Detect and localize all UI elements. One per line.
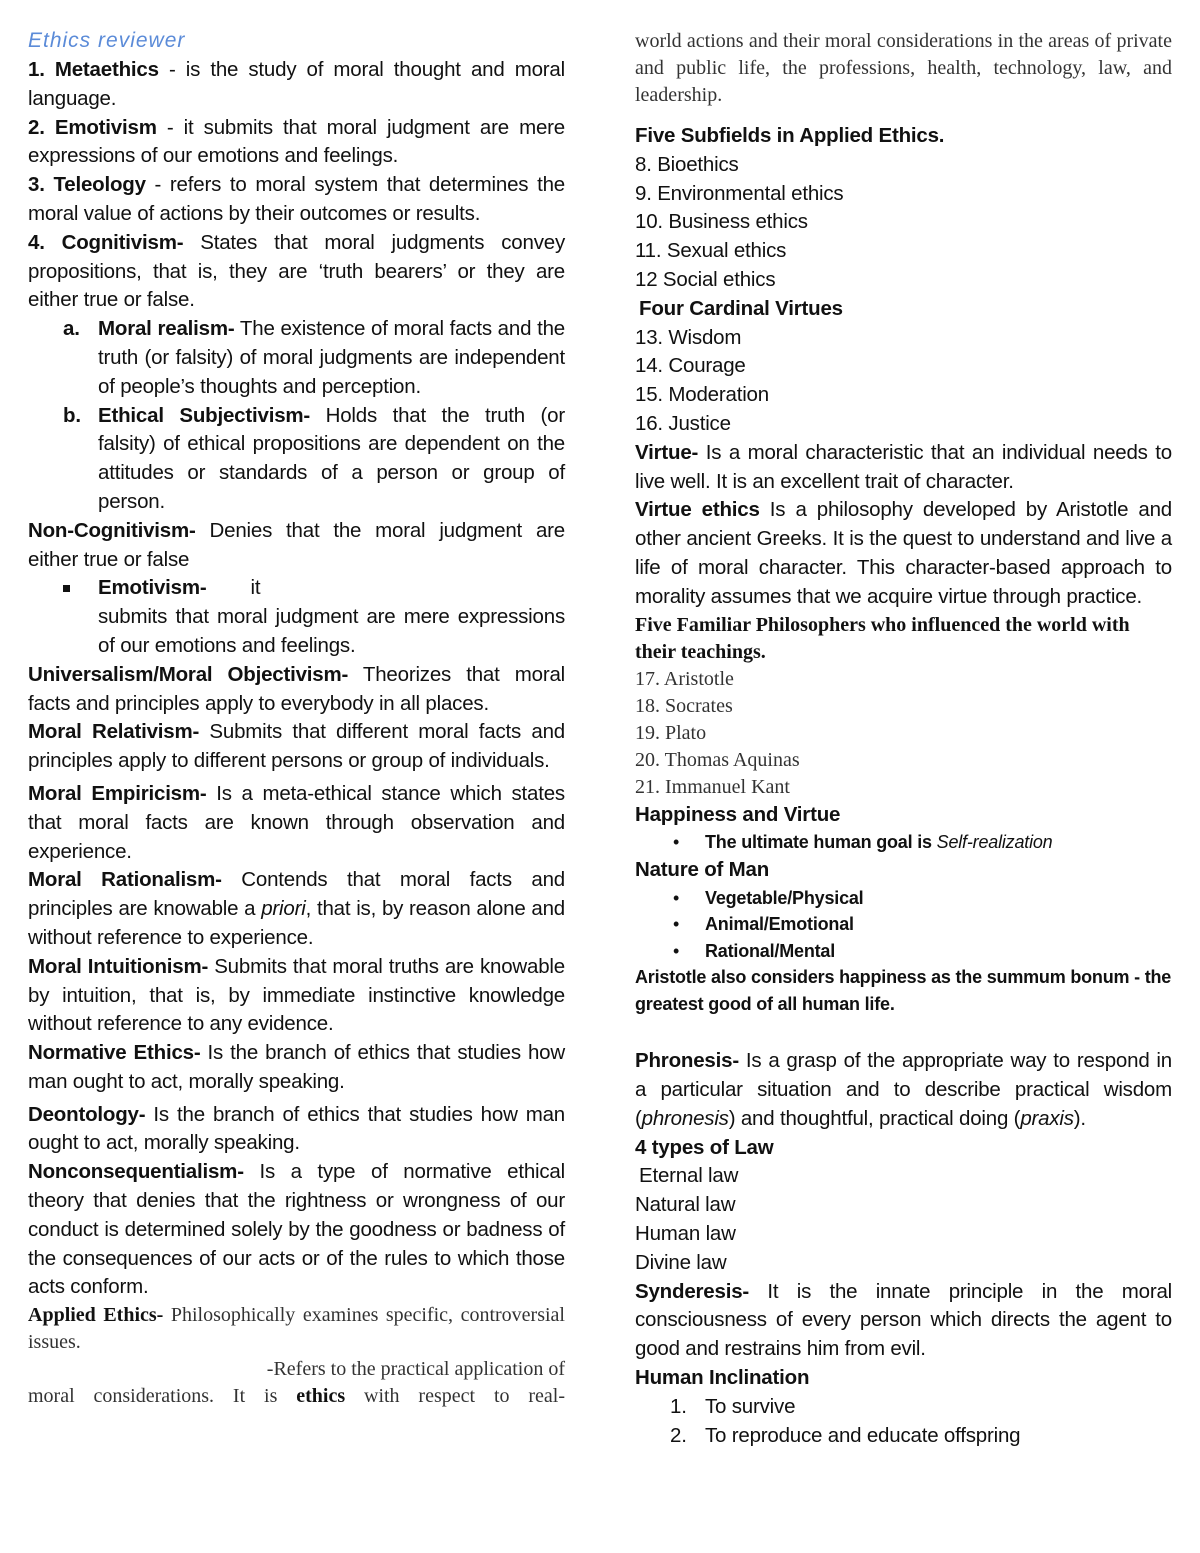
subfield-item: 11. Sexual ethics bbox=[635, 239, 787, 263]
law-item: Divine law bbox=[635, 1250, 727, 1274]
virtue-item: 13. Wisdom bbox=[635, 325, 742, 349]
item-cognitivism: 4. Cognitivism- States that moral judgments convey propositions, that is, they are ‘truth bearers’ or they are either true or false. bbox=[28, 230, 566, 312]
philosopher-item: 18. Socrates bbox=[635, 694, 733, 717]
def-nonconsequentialism: Nonconsequentialism- Is a type of normative ethical theory that denies that the rightness or wrongness of our conduct is determined solely by the goodness or badness of the consequences of our acts or of the rules to which those acts conform. bbox=[28, 1160, 565, 1299]
item-non-cognitivism: Non-Cognitivism- Denies that the moral judgment are either true or false bbox=[28, 518, 565, 571]
document-title: Ethics reviewer bbox=[28, 29, 186, 52]
subfield-item: 8. Bioethics bbox=[635, 152, 739, 176]
applied-ethics-refers: -Refers to the practical application of bbox=[266, 1358, 565, 1381]
subfield-item: 9. Environmental ethics bbox=[635, 181, 844, 205]
virtues-heading: Four Cardinal Virtues bbox=[639, 296, 843, 320]
sub-item-ethical-subjectivism: b. Ethical Subjectivism- Holds that the truth (or falsity) of ethical propositions are dependent on the attitudes or standards of a person or group of person. bbox=[63, 403, 565, 513]
law-item: Eternal law bbox=[639, 1164, 739, 1188]
virtue-item: 16. Justice bbox=[635, 411, 731, 435]
def-virtue-ethics: Virtue ethics Is a philosophy developed by Aristotle and other ancient Greeks. It is the quest to understand and live a life of moral character. This character-based approach to morality assumes that we acquire virtue through practice. bbox=[635, 498, 1172, 608]
nature-item: • Animal/Emotional bbox=[635, 911, 1172, 938]
virtue-item: 15. Moderation bbox=[635, 383, 769, 407]
def-universalism: Universalism/Moral Objectivism- Theorizes that moral facts and principles apply to everybody in all places. bbox=[28, 662, 565, 715]
bullet-icon: • bbox=[673, 940, 680, 961]
nature-item: • Vegetable/Physical bbox=[635, 885, 1172, 912]
law-item: Human law bbox=[635, 1221, 736, 1245]
def-moral-rationalism: Moral Rationalism- Contends that moral facts and principles are knowable a priori, that is, by reason alone and without reference to experience. bbox=[28, 868, 565, 949]
def-normative-ethics: Normative Ethics- Is the branch of ethics that studies how man ought to act, morally speaking. bbox=[28, 1041, 565, 1093]
bullet-icon: • bbox=[673, 914, 680, 935]
philosophers-heading: Five Familiar Philosophers who influenced the world with their teachings. bbox=[635, 613, 1130, 663]
subfields-heading: Five Subfields in Applied Ethics. bbox=[635, 124, 945, 147]
sub-item-moral-realism: a. Moral realism- The existence of moral facts and the truth (or falsity) of moral judgments are independent of people’s thoughts and perception. bbox=[63, 317, 565, 398]
philosopher-item: 17. Aristotle bbox=[635, 667, 734, 690]
inclination-item: 1. To survive bbox=[670, 1394, 796, 1418]
def-applied-ethics: Applied Ethics- Philosophically examines specific, controversial issues. bbox=[28, 1304, 565, 1354]
bullet-emotivism: Emotivism- it submits that moral judgment are mere expressions of our emotions and feelings. bbox=[28, 574, 565, 660]
aristotle-note: Aristotle also considers happiness as the summum bonum - the greatest good of all human life. bbox=[635, 967, 1172, 1014]
item-metaethics: 1. Metaethics - is the study of moral thought and moral language. bbox=[28, 58, 565, 110]
inclination-heading: Human Inclination bbox=[635, 1365, 810, 1389]
philosopher-item: 20. Thomas Aquinas bbox=[635, 748, 800, 771]
nature-item: • Rational/Mental bbox=[635, 938, 1172, 965]
inclination-item: 2. To reproduce and educate offspring bbox=[670, 1423, 1021, 1447]
def-moral-relativism: Moral Relativism- Submits that different moral facts and principles apply to different persons or group of individuals. bbox=[28, 720, 565, 773]
left-column bbox=[28, 28, 565, 1410]
subfield-item: 10. Business ethics bbox=[635, 210, 808, 234]
square-bullet-icon bbox=[63, 585, 70, 592]
def-synderesis: Synderesis- It is the innate principle in the moral consciousness of every person which directs the agent to good and restrains him from evil. bbox=[635, 1279, 1172, 1361]
applied-ethics-continued: moral considerations. It is ethics with respect to real- bbox=[28, 1385, 565, 1408]
happiness-bullet: • The ultimate human goal is Self-realization bbox=[635, 829, 1172, 856]
law-item: Natural law bbox=[635, 1193, 736, 1217]
applied-ethics-continuation: world actions and their moral considerations in the areas of private and public life, the professions, health, technology, law, and leadership. bbox=[635, 30, 1172, 106]
item-emotivism: 2. Emotivism - it submits that moral judgment are mere expressions of our emotions and feelings. bbox=[28, 115, 565, 168]
laws-heading: 4 types of Law bbox=[635, 1135, 774, 1159]
virtue-item: 14. Courage bbox=[635, 354, 746, 378]
bullet-icon: • bbox=[673, 832, 680, 853]
def-deontology: Deontology- Is the branch of ethics that studies how man ought to act, morally speaking. bbox=[28, 1102, 565, 1155]
nature-heading: Nature of Man bbox=[635, 857, 770, 881]
def-moral-empiricism: Moral Empiricism- Is a meta-ethical stance which states that moral facts are known through observation and experience. bbox=[28, 781, 565, 863]
subfield-item: 12 Social ethics bbox=[635, 267, 776, 291]
item-teleology: 3. Teleology - refers to moral system that determines the moral value of actions by their outcomes or results. bbox=[28, 173, 565, 225]
bullet-icon: • bbox=[673, 887, 680, 908]
def-phronesis: Phronesis- Is a grasp of the appropriate way to respond in a particular situation and to describe practical wisdom (phronesis) and thoughtful, practical doing (praxis). bbox=[635, 1049, 1172, 1130]
philosopher-item: 21. Immanuel Kant bbox=[635, 775, 790, 798]
philosopher-item: 19. Plato bbox=[635, 721, 707, 744]
def-virtue: Virtue- Is a moral characteristic that an individual needs to live well. It is an excellent trait of character. bbox=[635, 440, 1172, 493]
happiness-heading: Happiness and Virtue bbox=[635, 802, 841, 826]
right-column bbox=[635, 28, 1172, 1450]
def-moral-intuitionism: Moral Intuitionism- Submits that moral truths are knowable by intuition, that is, by immediate instinctive knowledge without reference to any evidence. bbox=[28, 954, 565, 1036]
